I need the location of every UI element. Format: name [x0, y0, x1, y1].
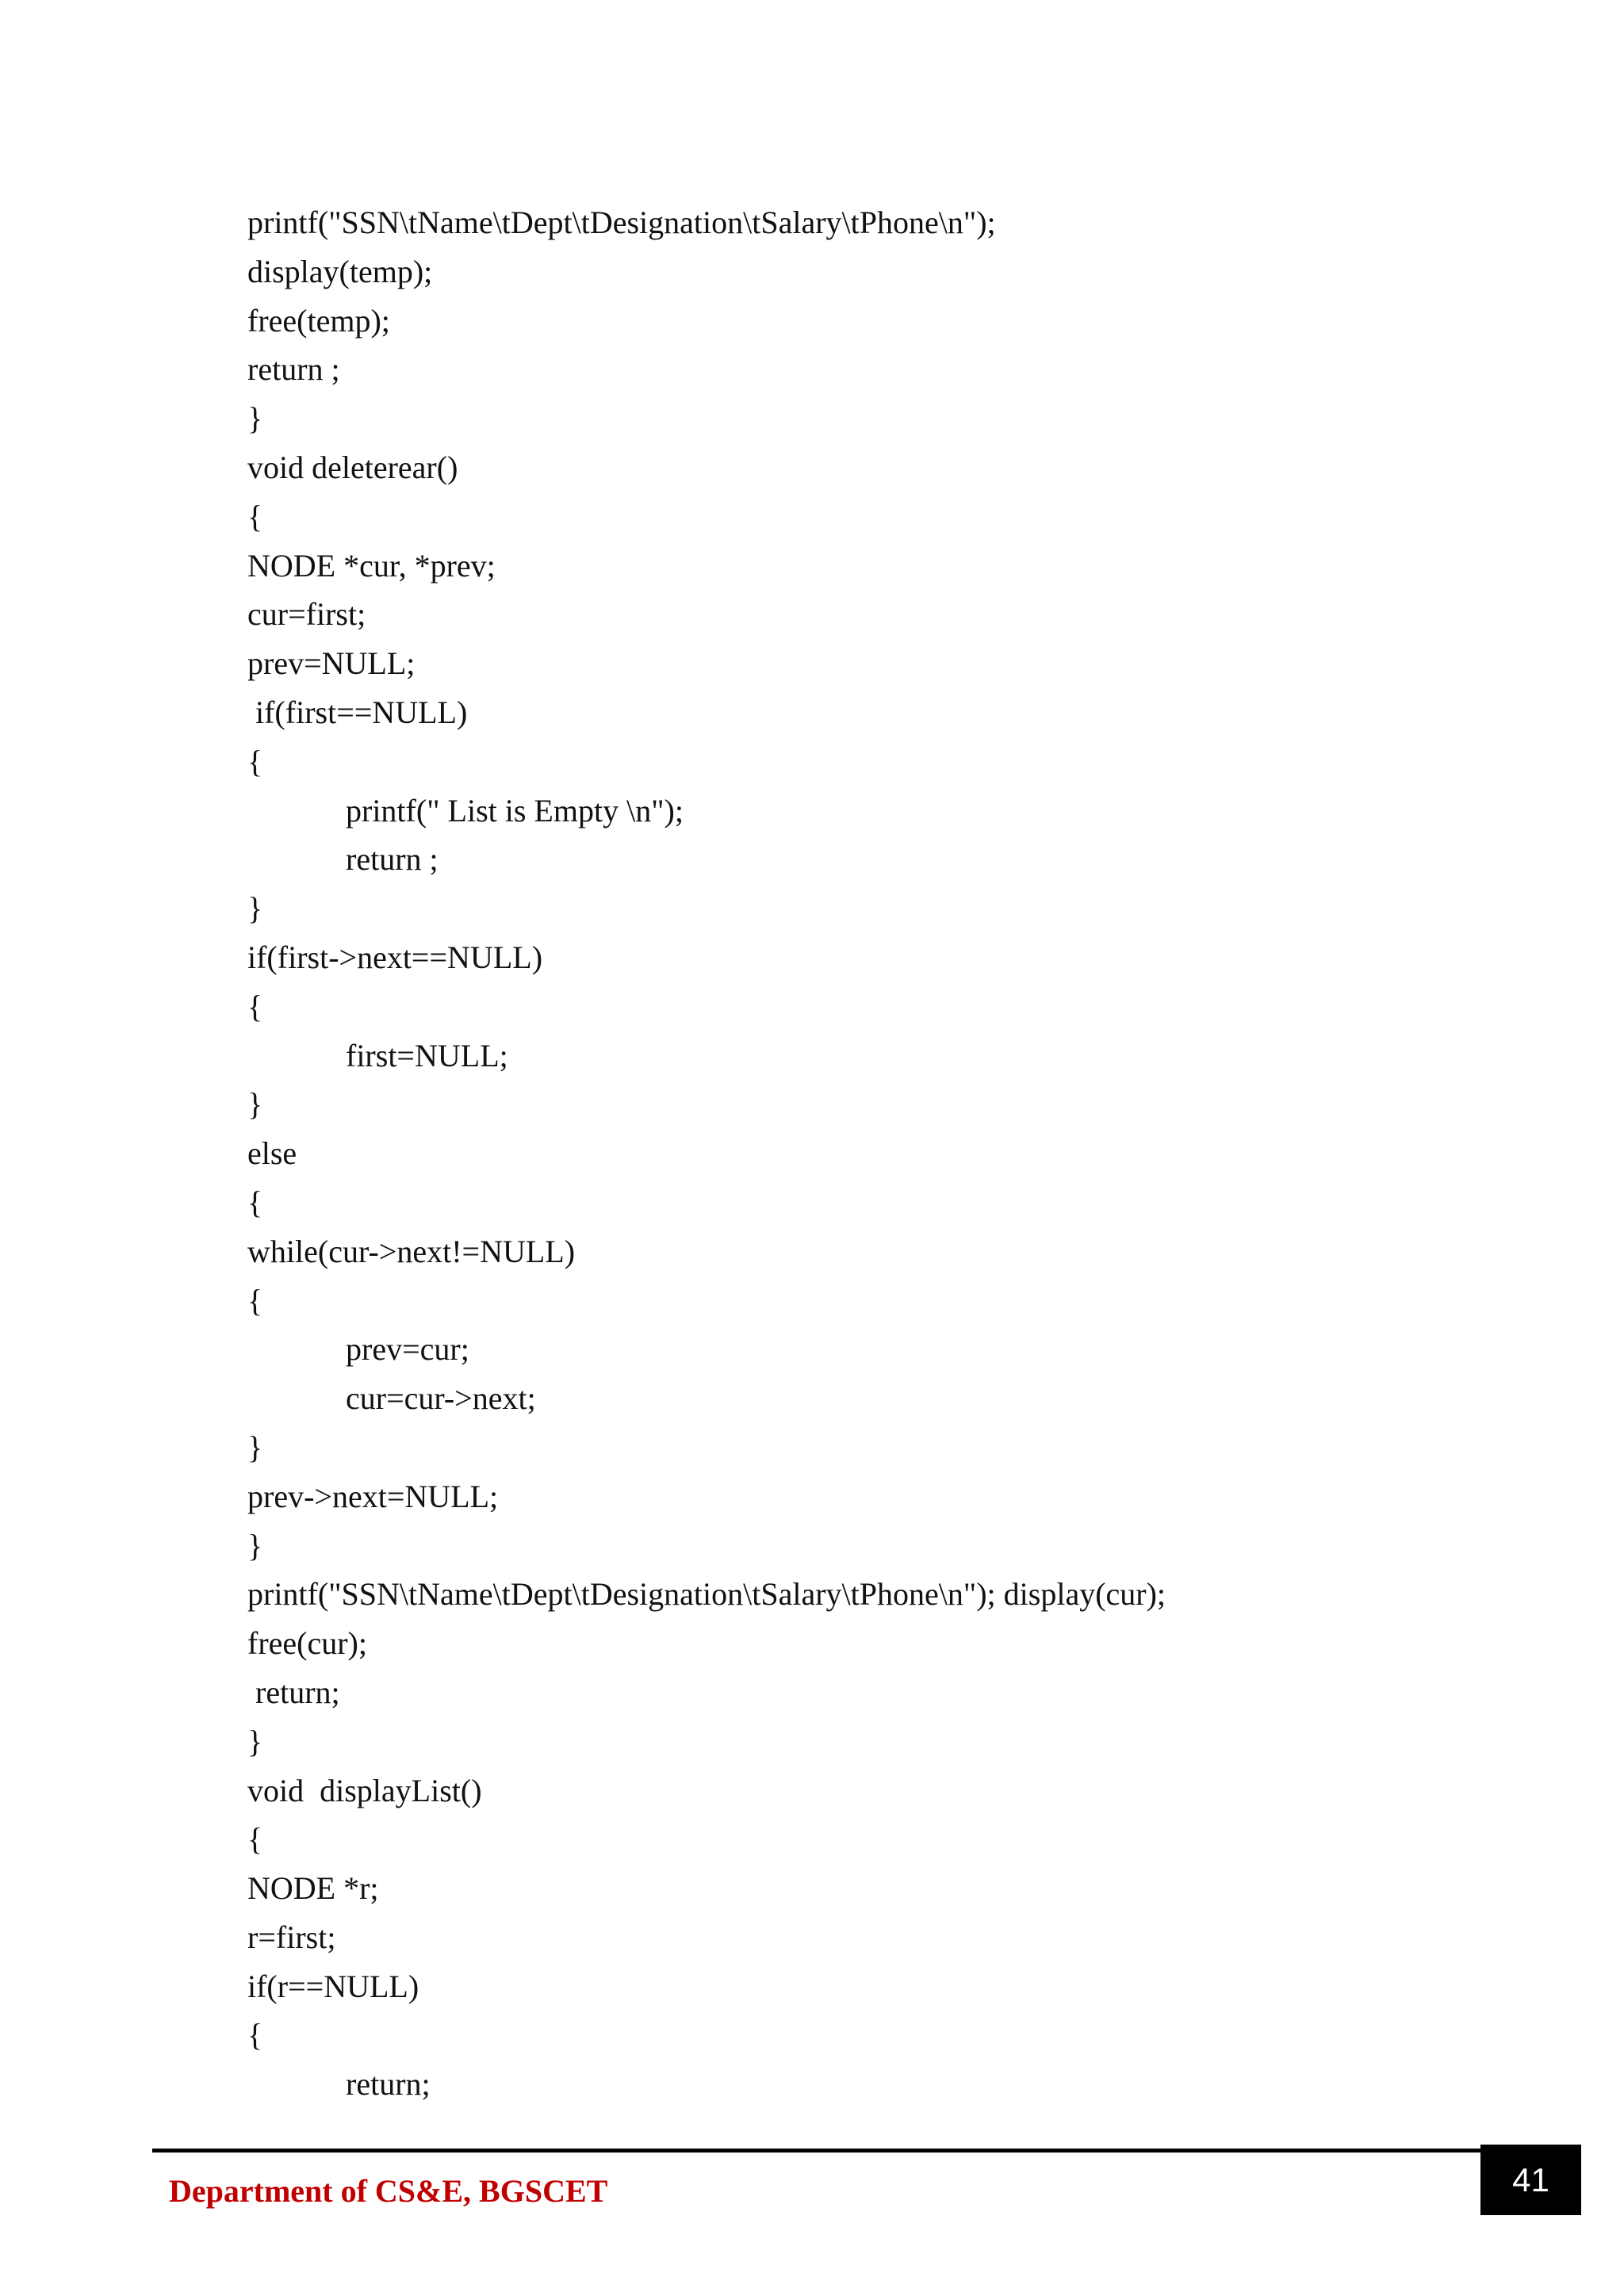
code-line: {	[247, 1821, 263, 1858]
code-line: {	[247, 988, 263, 1024]
code-line: prev->next=NULL;	[247, 1478, 499, 1514]
code-line: prev=cur;	[346, 1331, 469, 1368]
footer-department-label: Department of CS&E, BGSCET	[169, 2173, 608, 2209]
code-line: NODE *r;	[247, 1870, 379, 1907]
code-line: free(temp);	[247, 302, 390, 339]
code-line: cur=first;	[247, 596, 366, 633]
code-line: while(cur->next!=NULL)	[247, 1233, 576, 1269]
page-number: 41	[1512, 2160, 1549, 2198]
code-line: r=first;	[247, 1919, 336, 1955]
page-number-badge	[1480, 2145, 1581, 2215]
code-line: else	[247, 1135, 297, 1172]
code-line: display(temp);	[247, 253, 433, 289]
code-line: NODE *cur, *prev;	[247, 547, 496, 584]
footer-divider	[152, 2149, 1581, 2152]
code-line: void displayList()	[247, 1772, 482, 1808]
code-line: return;	[346, 2066, 431, 2103]
code-line: return;	[255, 1674, 340, 1710]
code-line: }	[247, 1723, 263, 1759]
code-line: }	[247, 1429, 263, 1465]
code-line: return ;	[247, 351, 340, 388]
code-line: if(r==NULL)	[247, 1968, 419, 2004]
code-line: }	[247, 1086, 263, 1123]
code-line: if(first->next==NULL)	[247, 939, 543, 975]
code-line: first=NULL;	[346, 1037, 508, 1073]
code-line: if(first==NULL)	[255, 694, 468, 730]
code-line: {	[247, 1282, 263, 1318]
code-line: {	[247, 1184, 263, 1220]
code-line: void deleterear()	[247, 449, 458, 485]
code-line: {	[247, 743, 263, 779]
code-line: {	[247, 498, 263, 534]
code-listing	[247, 198, 1556, 2109]
code-line: }	[247, 1527, 263, 1563]
code-line: cur=cur->next;	[346, 1380, 536, 1417]
code-line: free(cur);	[247, 1625, 367, 1662]
code-line: return ;	[346, 841, 439, 878]
code-line: printf(" List is Empty \n");	[346, 792, 684, 828]
code-line: }	[247, 400, 263, 437]
code-line: }	[247, 890, 263, 927]
code-line: {	[247, 2017, 263, 2053]
code-line: printf("SSN\tName\tDept\tDesignation\tSalary\tPhone\n"); display(cur);	[247, 1576, 1166, 1613]
code-line: prev=NULL;	[247, 645, 416, 682]
code-line: printf("SSN\tName\tDept\tDesignation\tSalary\tPhone\n");	[247, 205, 996, 240]
